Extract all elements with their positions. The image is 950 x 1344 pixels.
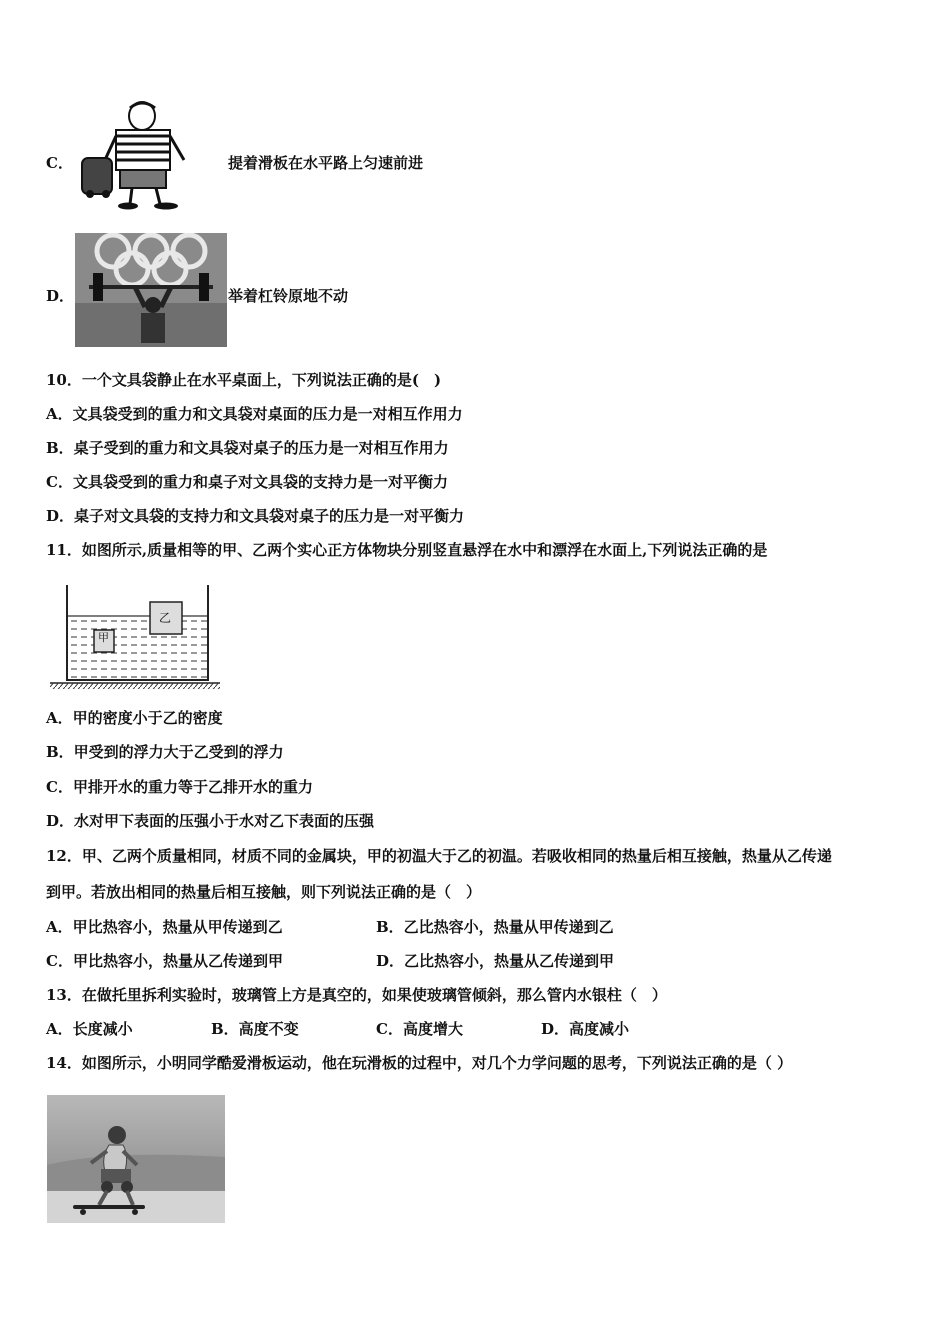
q14-stem: 14．如图所示，小明同学酷爱滑板运动，他在玩滑板的过程中，对几个力学问题的思考，下列说法正确的是（ ）: [46, 1054, 793, 1072]
q11-stem: 11．如图所示,质量相等的甲、乙两个实心正方体物块分别竖直悬浮在水中和漂浮在水面上,下列说法正确的是: [46, 541, 768, 559]
q13-option-b: B．高度不变: [211, 1020, 299, 1038]
q11-option-a: A．甲的密度小于乙的密度: [46, 709, 223, 727]
q13-option-a: A．长度减小: [46, 1020, 133, 1038]
q10-stem: 10．一个文具袋静止在水平桌面上，下列说法正确的是( ): [46, 371, 442, 389]
q10-option-a: A．文具袋受到的重力和文具袋对桌面的压力是一对相互作用力: [46, 405, 463, 423]
q10-option-b: B．桌子受到的重力和文具袋对桌子的压力是一对相互作用力: [46, 439, 449, 457]
q9-option-d-label: D．: [46, 287, 75, 305]
q12-option-a: A．甲比热容小，热量从甲传递到乙: [46, 918, 283, 936]
skateboarder-photo: [47, 1095, 225, 1223]
q12-option-d: D．乙比热容小，热量从乙传递到甲: [376, 952, 615, 970]
q10-option-d: D．桌子对文具袋的支持力和文具袋对桌子的压力是一对平衡力: [46, 507, 465, 525]
q11-option-b: B．甲受到的浮力大于乙受到的浮力: [46, 743, 284, 761]
q11-figure-label-yi: 乙: [159, 611, 172, 625]
q12-option-c: C．甲比热容小，热量从乙传递到甲: [46, 952, 283, 970]
weightlifter-photo: [75, 233, 227, 347]
q11-option-c: C．甲排开水的重力等于乙排开水的重力: [46, 778, 313, 796]
q9-option-c-text: 提着滑板在水平路上匀速前进: [228, 154, 424, 172]
person-carrying-skateboard-illustration: [76, 100, 206, 210]
q11-option-d: D．水对甲下表面的压强小于水对乙下表面的压强: [46, 812, 375, 830]
q9-option-d-text: 举着杠铃原地不动: [228, 287, 349, 305]
q11-figure-label-jia: 甲: [98, 631, 109, 644]
q13-stem: 13．在做托里拆利实验时，玻璃管上方是真空的，如果使玻璃管倾斜，那么管内水银柱（ ）: [46, 986, 667, 1004]
q13-option-d: D．高度减小: [541, 1020, 630, 1038]
q12-option-b: B．乙比热容小，热量从甲传递到乙: [376, 918, 614, 936]
q12-stem-line2: 到甲。若放出相同的热量后相互接触，则下列说法正确的是（ ）: [46, 883, 482, 901]
q12-stem-line1: 12．甲、乙两个质量相同，材质不同的金属块，甲的初温大于乙的初温。若吸收相同的热量后相互接触，热量从乙传递: [46, 847, 832, 865]
q10-option-c: C．文具袋受到的重力和桌子对文具袋的支持力是一对平衡力: [46, 473, 448, 491]
q9-option-c-label: C．: [46, 154, 73, 172]
q13-option-c: C．高度增大: [376, 1020, 463, 1038]
water-tank-diagram: [50, 585, 220, 690]
